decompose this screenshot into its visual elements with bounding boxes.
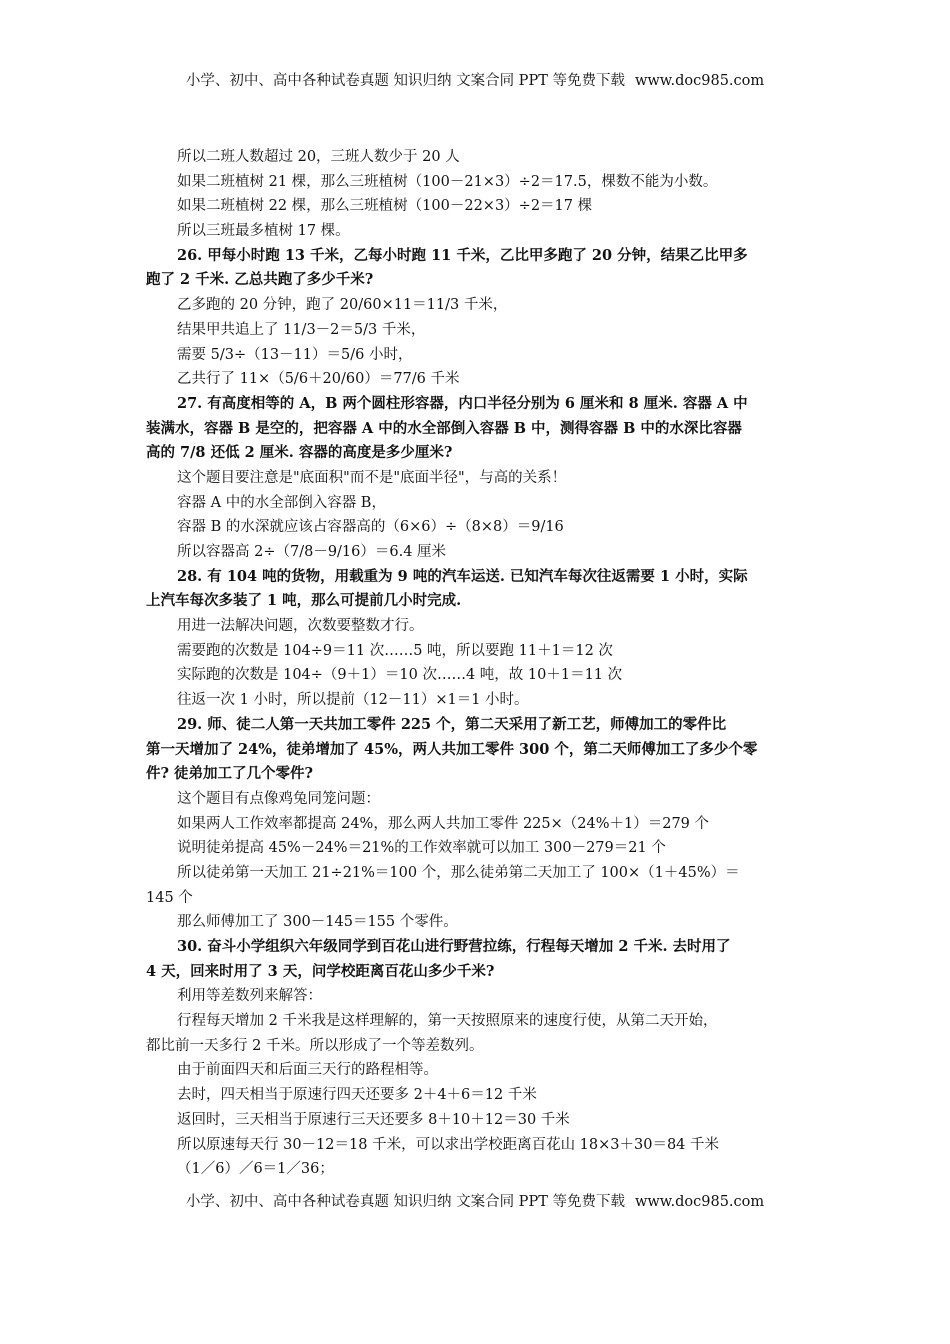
text-line: 145 个 (146, 889, 193, 906)
text-line: 由于前面四天和后面三天行的路程相等。 (177, 1062, 438, 1079)
text-line: 乙多跑的 20 分钟，跑了 20/60×11＝11/3 千米， (177, 297, 508, 314)
text-line: 返回时，三天相当于原速行三天还要多 8＋10＋12＝30 千米 (177, 1111, 570, 1128)
text-line: 所以三班最多植树 17 棵。 (177, 223, 350, 240)
question-29-line: 第一天增加了 24%，徒弟增加了 45%，两人共加工零件 300 个，第二天师傅加工了多少个零 (146, 740, 758, 758)
question-30-line: 4 天，回来时用了 3 天，问学校距离百花山多少千米? (146, 962, 495, 980)
page-header (0, 69, 950, 90)
question-27-line: 27. 有高度相等的 A，B 两个圆柱形容器，内口半径分别为 6 厘米和 8 厘米. 容器 A 中 (177, 394, 748, 412)
question-27-line: 高的 7/8 还低 2 厘米. 容器的高度是多少厘米? (146, 444, 453, 462)
text-line: 所以二班人数超过 20，三班人数少于 20 人 (177, 149, 460, 165)
text-line: 所以容器高 2÷（7/8－9/16）＝6.4 厘米 (177, 544, 447, 560)
question-26-line: 26. 甲每小时跑 13 千米，乙每小时跑 11 千米，乙比甲多跑了 20 分钟，结果乙比甲多 (177, 246, 748, 264)
question-29-line: 件? 徒弟加工了几个零件? (146, 765, 314, 783)
page-footer (0, 1190, 950, 1211)
text-line: 所以徒弟第一天加工 21÷21%＝100 个，那么徒弟第二天加工了 100×（1＋45%）＝ (177, 864, 740, 881)
text-line: 都比前一天多行 2 千米。所以形成了一个等差数列。 (146, 1037, 484, 1054)
text-line: 需要 5/3÷（13－11）＝5/6 小时， (177, 346, 413, 363)
text-line: 如果二班植树 21 棵，那么三班植树（100－21×3）÷2＝17.5，棵数不能为小数。 (177, 173, 718, 190)
question-28-line: 28. 有 104 吨的货物，用载重为 9 吨的汽车运送. 已知汽车每次往返需要 1 小时，实际 (177, 567, 748, 585)
text-line: 利用等差数列来解答： (177, 988, 322, 1005)
question-30-line: 30. 奋斗小学组织六年级同学到百花山进行野营拉练，行程每天增加 2 千米. 去时用了 (177, 938, 731, 955)
document-body (146, 145, 810, 1182)
text-line: 乙共行了 11×（5/6＋20/60）＝77/6 千米 (177, 371, 460, 388)
question-28-line: 上汽车每次多装了 1 吨，那么可提前几小时完成. (146, 592, 462, 610)
text-line: 那么师傅加工了 300－145＝155 个零件。 (177, 914, 458, 931)
text-line: 需要跑的次数是 104÷9＝11 次……5 吨，所以要跑 11＋1＝12 次 (177, 642, 613, 659)
text-line: 容器 A 中的水全部倒入容器 B， (177, 494, 386, 511)
text-line: 如果两人工作效率都提高 24%，那么两人共加工零件 225×（24%＋1）＝279 个 (177, 815, 710, 832)
text-line: 这个题目要注意是"底面积"而不是"底面半径"，与高的关系！ (177, 469, 567, 486)
text-line: 行程每天增加 2 千米我是这样理解的，第一天按照原来的速度行使，从第二天开始， (177, 1013, 718, 1030)
text-line: 去时，四天相当于原速行四天还要多 2＋4＋6＝12 千米 (177, 1087, 537, 1104)
text-line: 如果二班植树 22 棵，那么三班植树（100－22×3）÷2＝17 棵 (177, 198, 593, 215)
text-line: 这个题目有点像鸡兔同笼问题： (177, 790, 380, 807)
header-text: 小学、初中、高中各种试卷真题 知识归纳 文案合同 PPT 等免费下载 (185, 73, 625, 89)
question-27-line: 装满水，容器 B 是空的，把容器 A 中的水全部倒入容器 B 中，测得容器 B 中的水深比容器 (146, 419, 742, 437)
text-line: 往返一次 1 小时，所以提前（12－11）×1＝1 小时。 (177, 692, 529, 709)
text-line: 实际跑的次数是 104÷（9＋1）＝10 次……4 吨，故 10＋1＝11 次 (177, 667, 623, 684)
header-url[interactable]: www.doc985.com (634, 73, 765, 89)
question-29-line: 29. 师、徒二人第一天共加工零件 225 个，第二天采用了新工艺，师傅加工的零件比 (177, 715, 727, 733)
footer-text: 小学、初中、高中各种试卷真题 知识归纳 文案合同 PPT 等免费下载 (185, 1194, 625, 1210)
text-line: （1／6）／6＝1／36； (177, 1161, 334, 1178)
question-26-line: 跑了 2 千米. 乙总共跑了多少千米? (146, 271, 374, 289)
text-line: 所以原速每天行 30－12＝18 千米，可以求出学校距离百花山 18×3＋30＝84 千米 (177, 1136, 720, 1153)
text-line: 容器 B 的水深就应该占容器高的（6×6）÷（8×8）＝9/16 (177, 519, 564, 536)
text-line: 结果甲共追上了 11/3－2＝5/3 千米， (177, 321, 426, 338)
text-line: 说明徒弟提高 45%－24%＝21%的工作效率就可以加工 300－279＝21 个 (177, 840, 666, 857)
footer-url[interactable]: www.doc985.com (634, 1194, 765, 1210)
text-line: 用进一法解决问题，次数要整数才行。 (177, 618, 424, 635)
